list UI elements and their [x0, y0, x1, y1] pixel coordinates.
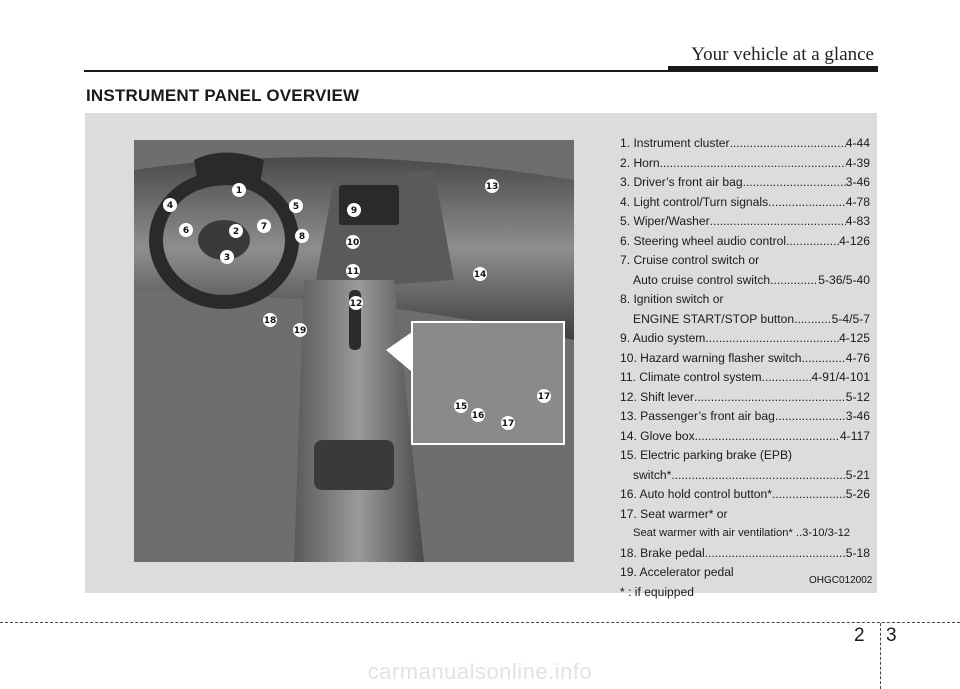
list-item: 9. Audio system ..... 4-125 — [620, 329, 870, 349]
list-item: 16. Auto hold control button* ..... 5-26 — [620, 485, 870, 505]
svg-text:4: 4 — [166, 201, 174, 211]
list-item: 7. Cruise control switch or — [620, 253, 760, 267]
callout-17b — [501, 416, 515, 430]
callout-18 — [263, 313, 277, 327]
list-item: 13. Passenger’s front air bag ..... 3-46 — [620, 407, 870, 427]
section-title: INSTRUMENT PANEL OVERVIEW — [86, 86, 360, 105]
parts-index-list — [620, 134, 873, 602]
list-item: 10. Hazard warning flasher switch ..... 4-76 — [620, 349, 870, 369]
footer-dashed-rule — [0, 622, 960, 623]
list-item: 14. Glove box ..... 4-117 — [620, 427, 870, 447]
list-item: 11. Climate control system ..... 4-91/4-101 — [620, 368, 870, 388]
list-item: 8. Ignition switch or — [620, 292, 724, 306]
instrument-cluster — [194, 153, 264, 191]
callout-5 — [289, 199, 303, 213]
callout-10 — [346, 235, 360, 249]
list-item: 4. Light control/Turn signals ..... 4-78 — [620, 193, 870, 213]
svg-text:16: 16 — [471, 411, 485, 421]
header-title: Your vehicle at a glance — [691, 44, 874, 65]
rear-vent — [314, 440, 394, 490]
list-item: 12. Shift lever ..... 5-12 — [620, 388, 870, 408]
svg-text:2: 2 — [232, 227, 240, 237]
svg-text:1: 1 — [235, 186, 243, 196]
callout-17a — [537, 389, 551, 403]
header-rule — [84, 70, 878, 72]
svg-text:5: 5 — [292, 202, 300, 212]
list-item: 2. Horn ..... 4-39 — [620, 154, 870, 174]
list-item-continuation: Auto cruise control switch ..... 5-36/5-40 — [620, 271, 870, 291]
callout-6 — [179, 223, 193, 237]
list-item-continuation: Seat warmer with air ventilation* .. 3-10/3-12 — [633, 527, 851, 539]
callout-4 — [163, 198, 177, 212]
list-item: 1. Instrument cluster ..... 4-44 — [620, 134, 870, 154]
page-number: 3 — [886, 625, 897, 646]
figure-code: OHGC012002 — [809, 575, 873, 586]
svg-text:11: 11 — [346, 267, 360, 277]
svg-text:6: 6 — [182, 226, 190, 236]
callout-19 — [293, 323, 307, 337]
callout-16 — [471, 408, 485, 422]
callout-1 — [232, 183, 246, 197]
list-item: 6. Steering wheel audio control ..... 4-126 — [620, 232, 870, 252]
svg-text:3: 3 — [223, 253, 231, 263]
console-inset — [412, 322, 564, 444]
watermark: carmanualsonline.info — [367, 659, 593, 684]
list-item: 5. Wiper/Washer ..... 4-83 — [620, 212, 870, 232]
svg-text:7: 7 — [260, 222, 268, 232]
audio-screen — [339, 185, 399, 225]
svg-text:12: 12 — [349, 299, 363, 309]
callout-7 — [257, 219, 271, 233]
page-number-chapter: 2 — [854, 625, 865, 646]
list-item-continuation: switch* ..... 5-21 — [620, 466, 870, 486]
callout-9 — [347, 203, 361, 217]
instrument-panel-illustration — [134, 140, 574, 562]
svg-text:17: 17 — [501, 419, 515, 429]
list-item: 19. Accelerator pedal — [620, 565, 734, 579]
callout-13 — [485, 179, 499, 193]
list-item: 3. Driver’s front air bag ..... 3-46 — [620, 173, 870, 193]
callout-15 — [454, 399, 468, 413]
svg-text:13: 13 — [485, 182, 499, 192]
svg-text:10: 10 — [346, 238, 360, 248]
svg-text:19: 19 — [293, 326, 307, 336]
svg-text:14: 14 — [473, 270, 487, 280]
list-item-continuation: ENGINE START/STOP button ..... 5-4/5-7 — [620, 310, 870, 330]
callout-2 — [229, 224, 243, 238]
footnote: * : if equipped — [620, 584, 694, 599]
callout-14 — [473, 267, 487, 281]
svg-text:8: 8 — [298, 232, 306, 242]
svg-text:15: 15 — [454, 402, 468, 412]
list-item: 18. Brake pedal ..... 5-18 — [620, 544, 870, 564]
list-item: 17. Seat warmer* or — [620, 506, 728, 521]
svg-text:17: 17 — [537, 392, 551, 402]
list-item: 15. Electric parking brake (EPB) — [620, 448, 793, 462]
callout-12 — [349, 296, 363, 310]
callout-8 — [295, 229, 309, 243]
callout-3 — [220, 250, 234, 264]
svg-text:18: 18 — [263, 316, 277, 326]
callout-11 — [346, 264, 360, 278]
svg-text:9: 9 — [350, 206, 358, 216]
